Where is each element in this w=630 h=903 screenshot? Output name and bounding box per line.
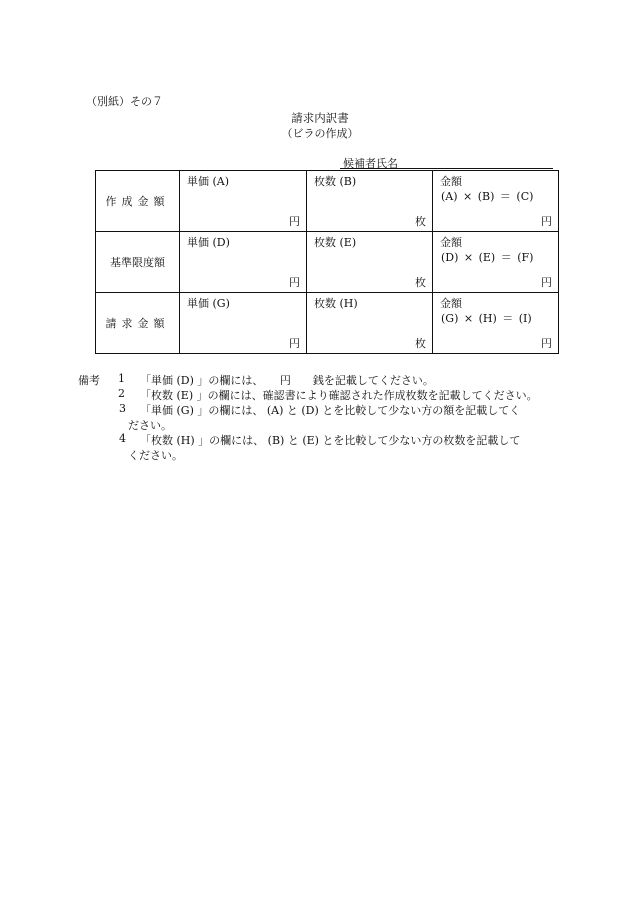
cell-label: 枚数 (E) <box>314 236 357 249</box>
yen-unit: 円 <box>541 276 552 289</box>
sheet-unit: 枚 <box>415 337 426 350</box>
yen-unit: 円 <box>289 215 300 228</box>
unit-price-cell[interactable] <box>180 232 307 293</box>
unit-price-cell[interactable] <box>180 171 307 232</box>
row-header: 作成金額 <box>96 171 180 232</box>
cell-label: 単価 (D) <box>187 236 230 249</box>
table-row-claim-amount <box>96 293 559 354</box>
yen-unit: 円 <box>541 215 552 228</box>
amount-cell[interactable] <box>433 293 559 354</box>
page-subtitle: （ビラの作成） <box>281 127 359 140</box>
row-header: 請求金額 <box>96 293 180 354</box>
amount-formula: (G) × (H) ＝ (I) <box>441 312 532 325</box>
document-label: （別紙）その７ <box>86 95 163 108</box>
notes-heading: 備考 <box>78 374 100 387</box>
note-item: 「枚数 (E) 」の欄には、確認書により確認された作成枚数を記載してください。 <box>140 389 538 402</box>
table-row-production-amount <box>96 171 559 232</box>
note-item: 「単価 (D) 」の欄には、 円 銭を記載してください。 <box>140 374 434 387</box>
note-number: 2 <box>118 387 125 400</box>
note-item-continuation: ください。 <box>128 449 183 462</box>
cell-label: 単価 (A) <box>187 175 230 188</box>
sheet-count-cell[interactable] <box>307 293 433 354</box>
claim-breakdown-table <box>95 170 559 354</box>
cell-label: 枚数 (H) <box>314 297 358 310</box>
sheet-unit: 枚 <box>415 215 426 228</box>
cell-label: 金額 <box>440 175 462 188</box>
note-item: 「枚数 (H) 」の欄には、 (B) と (E) とを比較して少ない方の枚数を記載して <box>140 434 521 447</box>
table-row-standard-limit <box>96 232 559 293</box>
amount-formula: (A) × (B) ＝ (C) <box>441 190 534 203</box>
cell-label: 金額 <box>440 297 462 310</box>
amount-cell[interactable] <box>433 232 559 293</box>
note-item: 「単価 (G) 」の欄には、 (A) と (D) とを比較して少ない方の額を記載してく <box>140 404 521 417</box>
sheet-unit: 枚 <box>415 276 426 289</box>
candidate-name-field[interactable] <box>340 168 553 169</box>
page-title: 請求内訳書 <box>291 111 349 125</box>
cell-label: 単価 (G) <box>187 297 230 310</box>
note-item-continuation: ださい。 <box>128 419 172 432</box>
yen-unit: 円 <box>541 337 552 350</box>
cell-label: 枚数 (B) <box>314 175 357 188</box>
unit-price-cell[interactable] <box>180 293 307 354</box>
amount-formula: (D) × (E) ＝ (F) <box>441 251 534 264</box>
note-number: 1 <box>118 372 125 385</box>
amount-cell[interactable] <box>433 171 559 232</box>
yen-unit: 円 <box>289 276 300 289</box>
row-header: 基準限度額 <box>96 232 180 293</box>
sheet-count-cell[interactable] <box>307 171 433 232</box>
yen-unit: 円 <box>289 337 300 350</box>
sheet-count-cell[interactable] <box>307 232 433 293</box>
candidate-name-label: 候補者氏名 <box>343 157 398 170</box>
note-number: 3 <box>119 402 126 415</box>
note-number: 4 <box>119 432 126 445</box>
cell-label: 金額 <box>440 236 462 249</box>
